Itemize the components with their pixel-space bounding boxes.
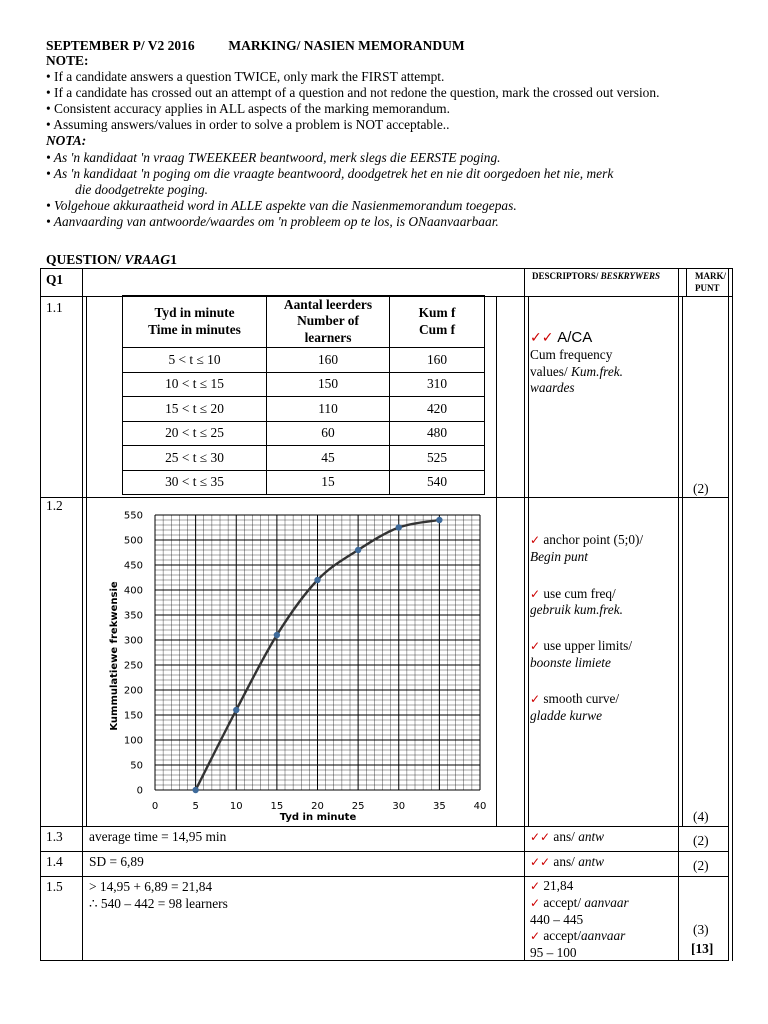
grid-line bbox=[82, 268, 83, 961]
q1-label: Q1 bbox=[46, 272, 64, 287]
table-cell: 20 < t ≤ 25 bbox=[123, 421, 267, 446]
tick-icon: ✓ bbox=[530, 691, 541, 706]
table-cell: 10 < t ≤ 15 bbox=[123, 372, 267, 397]
desc-text-af: waardes bbox=[530, 380, 575, 396]
tick-icon: ✓✓ bbox=[530, 330, 554, 346]
q1-5-line1: > 14,95 + 6,89 = 21,84 bbox=[89, 879, 213, 894]
table-cell: 45 bbox=[267, 446, 390, 471]
x-tick-label: 30 bbox=[392, 801, 406, 812]
desc-text-af: antw bbox=[578, 854, 605, 869]
q1-5-line2-text: 540 – 442 = 98 learners bbox=[97, 896, 228, 911]
grid-line bbox=[686, 268, 733, 269]
q1-4-mark: (2) bbox=[693, 858, 709, 873]
data-point bbox=[192, 787, 198, 793]
col-header-time bbox=[123, 296, 267, 348]
note-en-item: • Assuming answers/values in order to solve a problem is NOT acceptable.. bbox=[46, 117, 450, 133]
tick-icon: ✓ bbox=[530, 639, 541, 654]
table-cell: 480 bbox=[390, 421, 485, 446]
x-tick-label: 0 bbox=[151, 801, 159, 812]
desc-text: anchor point (5;0)/ bbox=[540, 532, 644, 547]
q1-4-number: 1.4 bbox=[46, 854, 63, 869]
ogive-chart bbox=[87, 498, 495, 825]
x-tick-labels bbox=[152, 801, 487, 812]
table-row bbox=[123, 446, 485, 471]
grid-line bbox=[496, 296, 497, 826]
table-cell: 15 bbox=[267, 470, 390, 495]
q1-1-mark: (2) bbox=[693, 481, 709, 496]
y-axis-label: Kummulatiewe frekwensie bbox=[109, 581, 120, 731]
table-row bbox=[123, 470, 485, 495]
y-tick-label: 100 bbox=[123, 735, 143, 747]
desc-item bbox=[530, 586, 643, 603]
q1-3-descriptor bbox=[530, 829, 604, 846]
grid-line bbox=[678, 268, 679, 961]
col-header-learners bbox=[267, 296, 390, 348]
y-tick-label: 400 bbox=[123, 585, 143, 597]
tick-icon: ✓ bbox=[530, 533, 541, 547]
y-tick-label: 150 bbox=[123, 710, 143, 722]
desc-text: smooth curve/ bbox=[540, 690, 620, 706]
desc-item bbox=[530, 532, 643, 549]
x-tick-label: 20 bbox=[311, 801, 324, 812]
frequency-table bbox=[122, 295, 485, 495]
note-en-item: • If a candidate answers a question TWICE, only mark the FIRST attempt. bbox=[46, 69, 445, 85]
grid-line bbox=[732, 268, 733, 961]
header-line: learners bbox=[304, 329, 352, 345]
table-row bbox=[123, 372, 485, 397]
header-left: SEPTEMBER P/ V2 2016 bbox=[46, 38, 195, 53]
grid-line bbox=[524, 268, 525, 961]
therefore-symbol: ∴ bbox=[89, 896, 98, 911]
y-tick-label: 550 bbox=[123, 510, 143, 522]
grid-line bbox=[686, 296, 733, 297]
table-cell: 25 < t ≤ 30 bbox=[123, 446, 267, 471]
y-tick-label: 450 bbox=[123, 560, 143, 572]
desc-line bbox=[530, 364, 623, 381]
desc-main: A/CA bbox=[557, 329, 593, 346]
note-af-item: • Aanvaarding van antwoorde/waardes om 'n probleem op te los, is ONaanvaarbaar. bbox=[46, 213, 499, 229]
note-af-item: • As 'n kandidaat 'n poging om die vraagte beantwoord, doodgetrek het en nie dit oorgedoen het nie, merk bbox=[46, 165, 614, 181]
desc-text-af: antw bbox=[578, 829, 605, 844]
q1-4-descriptor bbox=[530, 854, 604, 871]
desc-text: ans/ bbox=[550, 829, 579, 844]
desc-text-af: aanvaar bbox=[584, 894, 629, 910]
data-point bbox=[274, 632, 280, 638]
q1-1-number: 1.1 bbox=[46, 300, 63, 315]
note-en-item: • If a candidate has crossed out an attempt of a question and not redone the question, mark the crossed out version. bbox=[46, 85, 660, 101]
desc-line bbox=[530, 330, 623, 347]
x-tick-label: 40 bbox=[473, 801, 487, 812]
tick-icon: ✓✓ bbox=[530, 830, 551, 844]
table-cell: 160 bbox=[267, 348, 390, 373]
question-total: [13] bbox=[691, 941, 714, 956]
q1-2-mark: (4) bbox=[693, 809, 709, 824]
table-cell: 525 bbox=[390, 446, 485, 471]
table-row bbox=[123, 421, 485, 446]
table-row bbox=[123, 348, 485, 373]
desc-text-af: boonste limiete bbox=[530, 654, 611, 670]
descriptors-heading bbox=[532, 271, 660, 281]
x-tick-label: 10 bbox=[229, 801, 243, 812]
table-cell: 540 bbox=[390, 470, 485, 495]
header-right: MARKING/ NASIEN MEMORANDUM bbox=[228, 38, 465, 53]
tick-icon: ✓ bbox=[530, 879, 541, 893]
tick-icon: ✓✓ bbox=[530, 855, 551, 869]
data-point bbox=[233, 707, 239, 713]
q1-2-number: 1.2 bbox=[46, 498, 63, 513]
y-tick-label: 250 bbox=[123, 660, 143, 672]
desc-item: 95 – 100 bbox=[530, 945, 577, 961]
x-tick-label: 5 bbox=[192, 801, 199, 812]
grid-line bbox=[40, 268, 729, 269]
tick-icon: ✓ bbox=[530, 895, 541, 910]
col-header-cumf bbox=[390, 296, 485, 348]
desc-text-af: Kum.frek. bbox=[571, 363, 623, 379]
question-number: 1 bbox=[170, 252, 177, 267]
grid-line bbox=[40, 826, 729, 827]
punt-heading: PUNT bbox=[695, 283, 720, 293]
desc-text: ans/ bbox=[550, 854, 579, 869]
data-point bbox=[396, 524, 402, 530]
grid-line bbox=[682, 296, 683, 826]
descriptors-en: DESCRIPTORS/ bbox=[532, 271, 601, 281]
y-tick-label: 350 bbox=[123, 610, 143, 622]
desc-item bbox=[530, 928, 629, 945]
header-line: Time in minutes bbox=[148, 321, 241, 337]
table-cell: 420 bbox=[390, 397, 485, 422]
question-heading-en: QUESTION/ bbox=[46, 252, 125, 267]
x-tick-label: 15 bbox=[270, 801, 284, 812]
q1-3-mark: (2) bbox=[693, 833, 709, 848]
q1-3-answer: average time = 14,95 min bbox=[89, 829, 227, 844]
table-row bbox=[123, 397, 485, 422]
table-cell: 160 bbox=[390, 348, 485, 373]
desc-item bbox=[530, 691, 643, 708]
header-line: Aantal leerders bbox=[283, 296, 373, 312]
table-cell: 15 < t ≤ 20 bbox=[123, 397, 267, 422]
x-axis-label: Tyd in minute bbox=[279, 812, 357, 823]
desc-text-af: aanvaar bbox=[581, 928, 626, 944]
question-heading bbox=[46, 252, 177, 268]
note-af-item: • As 'n kandidaat 'n vraag TWEEKEER beantwoord, merk slegs die EERSTE poging. bbox=[46, 149, 501, 165]
note-en-item: • Consistent accuracy applies in ALL aspects of the marking memorandum. bbox=[46, 101, 450, 117]
desc-item bbox=[530, 638, 643, 655]
desc-text-af: gladde kurwe bbox=[530, 707, 603, 723]
desc-text: accept/ bbox=[540, 928, 582, 944]
desc-text: use cum freq/ bbox=[540, 585, 616, 601]
grid-line bbox=[728, 268, 729, 961]
note-af-title: NOTA: bbox=[46, 133, 87, 149]
desc-item bbox=[530, 878, 629, 895]
table-header-row bbox=[123, 296, 485, 348]
page-header bbox=[46, 38, 465, 54]
q1-5-number: 1.5 bbox=[46, 879, 63, 894]
desc-text-af: Begin punt bbox=[530, 548, 588, 564]
y-tick-label: 0 bbox=[136, 785, 143, 797]
header-line: Tyd in minute bbox=[154, 305, 235, 320]
data-point bbox=[355, 547, 361, 553]
y-tick-label: 200 bbox=[123, 685, 143, 697]
desc-text: use upper limits/ bbox=[540, 638, 633, 654]
y-tick-label: 500 bbox=[123, 535, 143, 547]
table-cell: 310 bbox=[390, 372, 485, 397]
desc-item bbox=[530, 895, 629, 912]
q1-4-answer: SD = 6,89 bbox=[89, 854, 144, 869]
note-af-item: • Volgehoue akkuraatheid word in ALLE aspekte van die Nasienmemorandum toegepas. bbox=[46, 197, 517, 213]
mark-heading: MARK/ bbox=[695, 271, 726, 281]
desc-text-af: gebruik kum.frek. bbox=[530, 602, 623, 618]
q1-2-descriptor bbox=[530, 532, 643, 724]
y-tick-label: 50 bbox=[130, 760, 143, 772]
y-tick-label: 300 bbox=[123, 635, 143, 647]
data-point bbox=[436, 517, 442, 523]
data-point bbox=[314, 577, 320, 583]
tick-icon: ✓ bbox=[530, 586, 541, 601]
q1-3-number: 1.3 bbox=[46, 829, 63, 844]
notes-block bbox=[46, 53, 746, 230]
header-line: Cum f bbox=[418, 321, 456, 337]
q1-5-descriptor bbox=[530, 878, 629, 962]
descriptors-af: BESKRYWERS bbox=[600, 271, 660, 281]
question-heading-af: VRAAG bbox=[124, 252, 171, 267]
note-af-item: die doodgetrekte poging. bbox=[75, 181, 209, 197]
table-cell: 150 bbox=[267, 372, 390, 397]
desc-item: 440 – 445 bbox=[530, 911, 584, 927]
note-en-title: NOTE: bbox=[46, 53, 89, 68]
header-line: Number of bbox=[297, 313, 359, 329]
header-line: Kum f bbox=[418, 305, 456, 320]
desc-text: 21,84 bbox=[540, 878, 574, 893]
table-cell: 5 < t ≤ 10 bbox=[123, 348, 267, 373]
tick-icon: ✓ bbox=[530, 929, 541, 944]
desc-text: accept/ bbox=[540, 894, 585, 910]
q1-5-line2 bbox=[89, 896, 228, 912]
grid-line bbox=[40, 268, 41, 961]
table-cell: 30 < t ≤ 35 bbox=[123, 470, 267, 495]
q1-5-mark: (3) bbox=[693, 922, 709, 937]
grid-line bbox=[528, 296, 529, 826]
grid-line bbox=[40, 851, 729, 852]
grid-line bbox=[686, 268, 687, 296]
grid-line bbox=[40, 876, 729, 877]
desc-text: values/ bbox=[530, 363, 571, 379]
q1-1-descriptor bbox=[530, 330, 623, 397]
desc-line: Cum frequency bbox=[530, 346, 613, 362]
y-tick-labels bbox=[124, 511, 143, 797]
table-cell: 60 bbox=[267, 421, 390, 446]
x-tick-label: 25 bbox=[351, 801, 365, 812]
table-cell: 110 bbox=[267, 397, 390, 422]
x-tick-label: 35 bbox=[433, 801, 446, 812]
